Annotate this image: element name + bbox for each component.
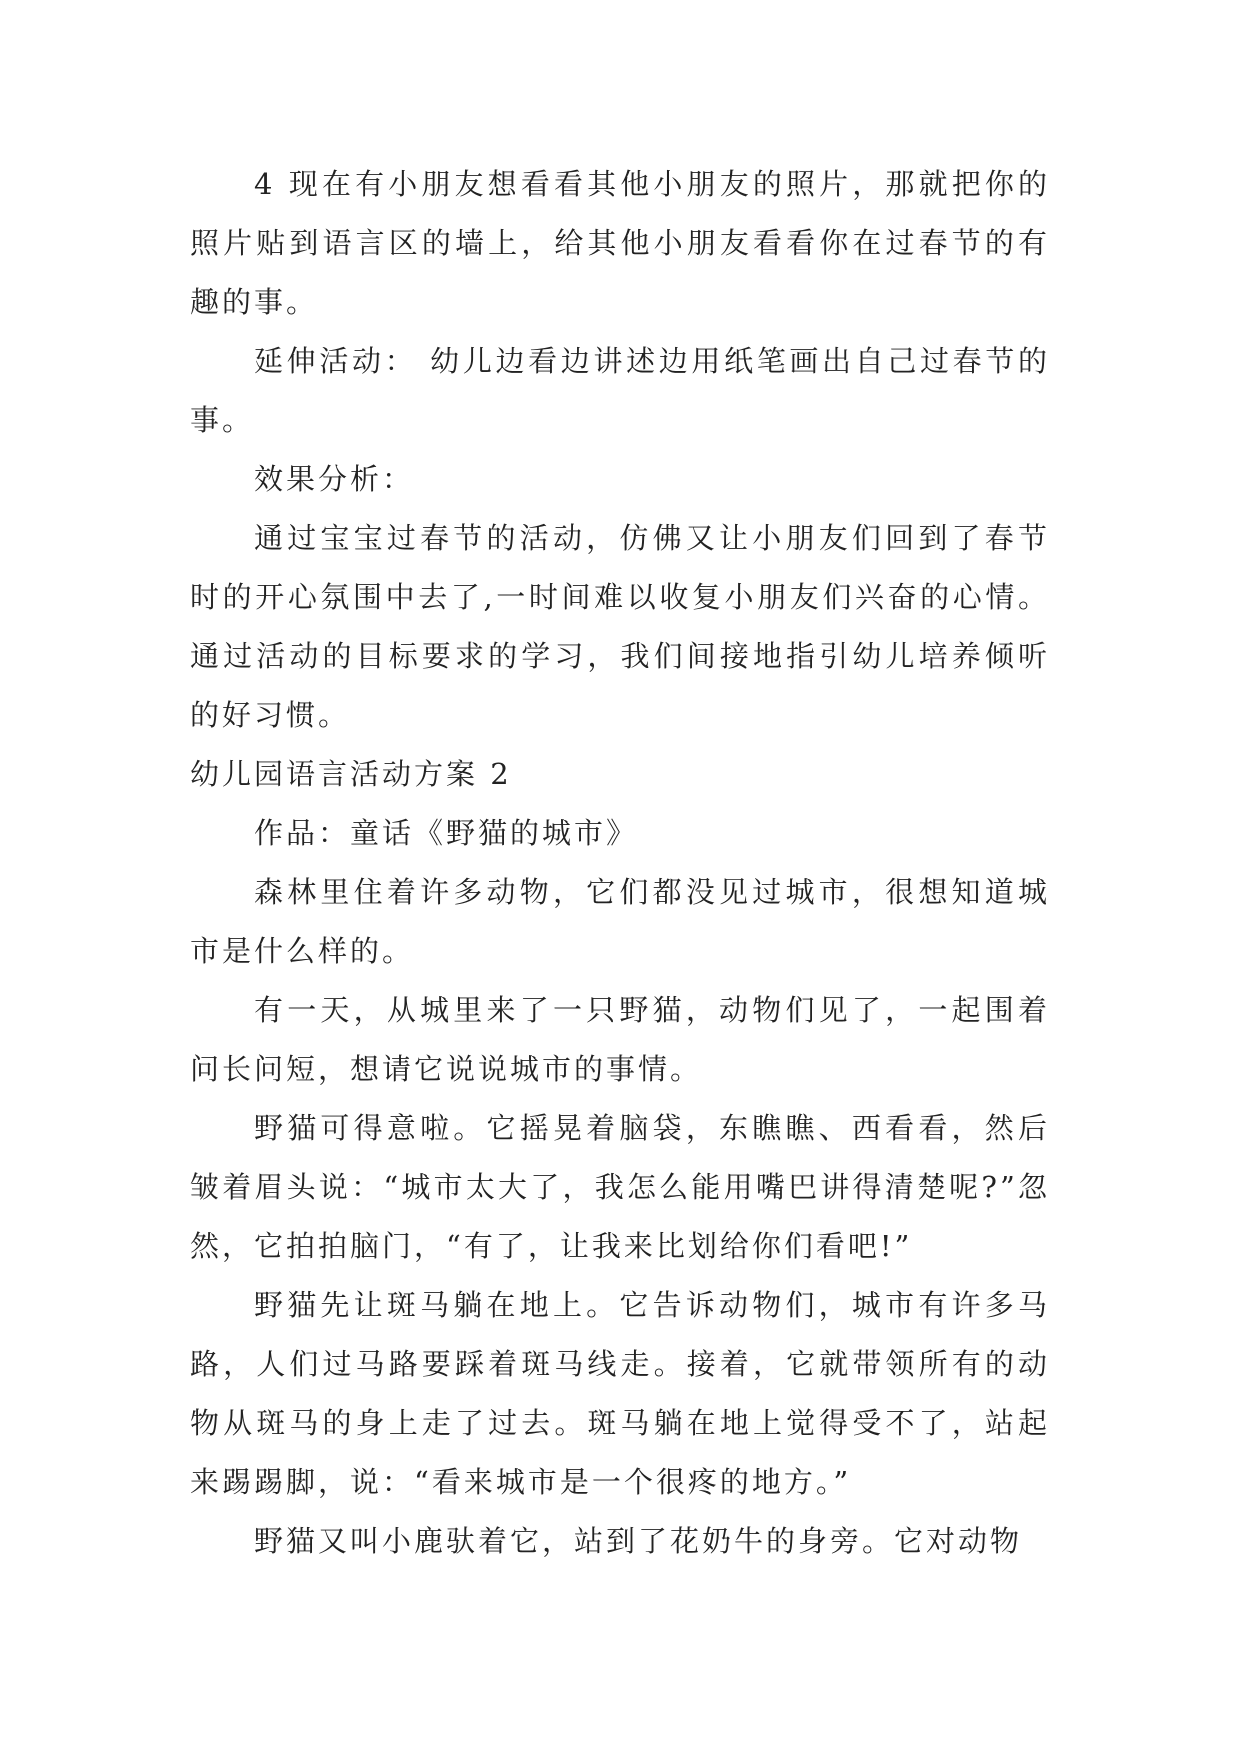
paragraph-story-4: 野猫先让斑马躺在地上。它告诉动物们，城市有许多马路，人们过马路要踩着斑马线走。接着，它就带领所有的动物从斑马的身上走了过去。斑马躺在地上觉得受不了，站起来踢踢脚，说：“看来城市是一个很疼的地方。” — [190, 1288, 1050, 1499]
document-page — [190, 155, 1050, 1571]
paragraph-effect-analysis-label: 效果分析： — [254, 462, 415, 496]
paragraph-story-2: 有一天，从城里来了一只野猫，动物们见了，一起围着问长问短，想请它说说城市的事情。 — [190, 993, 1050, 1086]
paragraph-photo-wall: 4 现在有小朋友想看看其他小朋友的照片，那就把你的照片贴到语言区的墙上，给其他小朋友看看你在过春节的有趣的事。 — [190, 167, 1050, 319]
paragraph-story-5: 野猫又叫小鹿驮着它，站到了花奶牛的身旁。它对动物 — [254, 1524, 1023, 1558]
paragraph-story-3: 野猫可得意啦。它摇晃着脑袋，东瞧瞧、西看看，然后皱着眉头说：“城市太大了，我怎么能用嘴巴讲得清楚呢?”忽然，它拍拍脑门，“有了，让我来比划给你们看吧!” — [190, 1111, 1050, 1263]
paragraph-work-title: 作品：童话《野猫的城市》 — [254, 816, 639, 850]
paragraph-story-1: 森林里住着许多动物，它们都没见过城市，很想知道城市是什么样的。 — [190, 875, 1050, 968]
paragraph-extension-activity: 延伸活动： 幼儿边看边讲述边用纸笔画出自己过春节的事。 — [190, 344, 1050, 437]
section-heading: 幼儿园语言活动方案 2 — [190, 757, 512, 791]
paragraph-effect-analysis: 通过宝宝过春节的活动，仿佛又让小朋友们回到了春节时的开心氛围中去了,一时间难以收复小朋友们兴奋的心情。通过活动的目标要求的学习，我们间接地指引幼儿培养倾听的好习惯。 — [190, 521, 1050, 732]
